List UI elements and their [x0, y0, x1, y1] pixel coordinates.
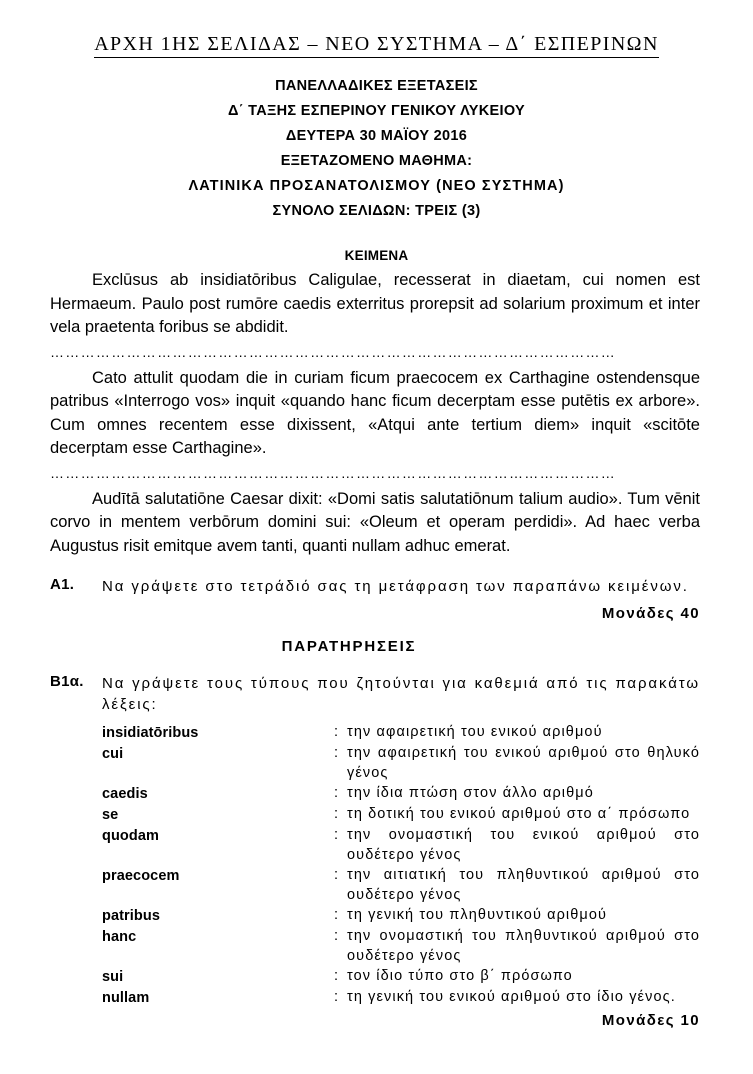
word-description: τη γενική του ενικού αριθμού στο ίδιο γένος.: [347, 989, 676, 1005]
exam-header-line-3: ΔΕΥΤΕΡΑ 30 ΜΑΪΟΥ 2016: [285, 128, 468, 144]
word-colon: :: [334, 989, 339, 1005]
word-description: τη γενική του πληθυντικού αριθμού: [347, 907, 608, 923]
word-term: cui: [102, 746, 124, 762]
texts-body: [50, 269, 700, 1029]
word-form-row: [102, 783, 700, 804]
word-term: caedis: [102, 786, 148, 802]
exam-header-line-5: ΛΑΤΙΝΙΚΑ ΠΡΟΣΑΝΑΤΟΛΙΣΜΟΥ (ΝΕΟ ΣΥΣΤΗΜΑ): [188, 178, 565, 194]
word-description: τη δοτική του ενικού αριθμού στο α΄ πρόσωπο: [347, 806, 691, 822]
latin-paragraph-3: Audītā salutatiōne Caesar dixit: «Domi satis salutatiōnum talium audio». Tum vēnit corvo in mentem verbōrum domini sui: «Oleum et operam perdidi». Ad haec verba Augustus risit emitque avem tanti, quanti nullam adhuc emerat.: [50, 489, 700, 555]
latin-paragraph-2: Cato attulit quodam die in curiam ficum praecocem ex Carthagine ostendensque patribus «Interrogo vos» inquit «quando hanc ficum decerptam esse putētis ex arbore». Cum omnes recentem esse dixissent, «Atqui ante tertium diem» inquit «scitōte decerptam esse Carthagine».: [50, 368, 700, 457]
question-a1: [50, 576, 700, 622]
word-form-row: [102, 804, 700, 825]
word-description: την αφαιρετική του ενικού αριθμού: [347, 724, 603, 740]
word-form-row: [102, 987, 700, 1008]
word-colon: :: [334, 745, 339, 761]
word-description: την αφαιρετική του ενικού αριθμού στο θηλυκό γένος: [347, 745, 700, 781]
word-form-row: [102, 825, 700, 865]
texts-section-title: ΚΕΙΜΕΝΑ: [344, 248, 409, 263]
word-description: την ονομαστική του πληθυντικού αριθμού στο ουδέτερο γένος: [347, 928, 700, 964]
question-b1a-marks: Μονάδες 10: [601, 1012, 700, 1029]
word-form-list: [102, 722, 700, 1008]
word-term: se: [102, 807, 119, 823]
word-colon: :: [334, 907, 339, 923]
word-form-row: [102, 743, 700, 783]
exam-header-block: [0, 74, 753, 224]
question-b1a-text: Να γράψετε τους τύπους που ζητούνται για καθεμιά από τις παρακάτω λέξεις:: [102, 675, 700, 713]
word-colon: :: [334, 928, 339, 944]
word-form-row: [102, 722, 700, 743]
question-b1a-label: Β1α.: [50, 673, 84, 690]
word-description: την ίδια πτώση στον άλλο αριθμό: [347, 785, 594, 801]
word-term: hanc: [102, 929, 137, 945]
word-term: patribus: [102, 908, 160, 924]
word-colon: :: [334, 785, 339, 801]
word-colon: :: [334, 827, 339, 843]
exam-header-line-4: ΕΞΕΤΑΖΟΜΕΝΟ ΜΑΘΗΜΑ:: [280, 153, 473, 169]
word-term: nullam: [102, 990, 150, 1006]
exam-header-line-6: ΣΥΝΟΛΟ ΣΕΛΙΔΩΝ: ΤΡΕΙΣ (3): [272, 203, 481, 219]
question-a1-text: Να γράψετε στο τετράδιό σας τη μετάφραση των παραπάνω κειμένων.: [102, 578, 689, 595]
word-term: quodam: [102, 828, 159, 844]
word-colon: :: [334, 806, 339, 822]
word-term: sui: [102, 969, 124, 985]
running-head: [0, 33, 753, 56]
question-b1a: [50, 673, 700, 1029]
latin-paragraph-1: Exclūsus ab insidiatōribus Caligulae, recesserat in diaetam, cui nomen est Hermaeum. Paulo post rumōre caedis exterritus prorepsit ad solarium proximum et inter vela praetenta foribus se abdidit.: [50, 271, 700, 336]
question-a1-marks: Μονάδες 40: [601, 605, 700, 622]
word-description: την ονομαστική του ενικού αριθμού στο ουδέτερο γένος: [347, 827, 700, 863]
word-form-row: [102, 865, 700, 905]
word-colon: :: [334, 968, 339, 984]
question-a1-label: Α1.: [50, 576, 75, 593]
word-term: praecocem: [102, 868, 180, 884]
word-form-row: [102, 905, 700, 926]
word-form-row: [102, 926, 700, 966]
separator-rule-1: …………………………………………………………………………………………………: [50, 343, 617, 360]
word-description: την αιτιατική του πληθυντικού αριθμού στο ουδέτερο γένος: [347, 867, 700, 903]
separator-rule-2: …………………………………………………………………………………………………: [50, 464, 617, 481]
exam-header-line-1: ΠΑΝΕΛΛΑΔΙΚΕΣ ΕΞΕΤΑΣΕΙΣ: [275, 78, 478, 94]
word-form-row: [102, 966, 700, 987]
observations-title: ΠΑΡΑΤΗΡΗΣΕΙΣ: [281, 638, 417, 655]
exam-page: [0, 33, 753, 1074]
word-colon: :: [334, 724, 339, 740]
word-colon: :: [334, 867, 339, 883]
exam-header-line-2: Δ΄ ΤΑΞΗΣ ΕΣΠΕΡΙΝΟΥ ΓΕΝΙΚΟΥ ΛΥΚΕΙΟΥ: [228, 103, 525, 119]
word-description: τον ίδιο τύπο στο β΄ πρόσωπο: [347, 968, 573, 984]
word-term: insidiatōribus: [102, 725, 199, 741]
running-head-text: ΑΡΧΗ 1ΗΣ ΣΕΛΙΔΑΣ – ΝΕΟ ΣΥΣΤΗΜΑ – Δ΄ ΕΣΠΕΡΙΝΩΝ: [94, 33, 659, 58]
